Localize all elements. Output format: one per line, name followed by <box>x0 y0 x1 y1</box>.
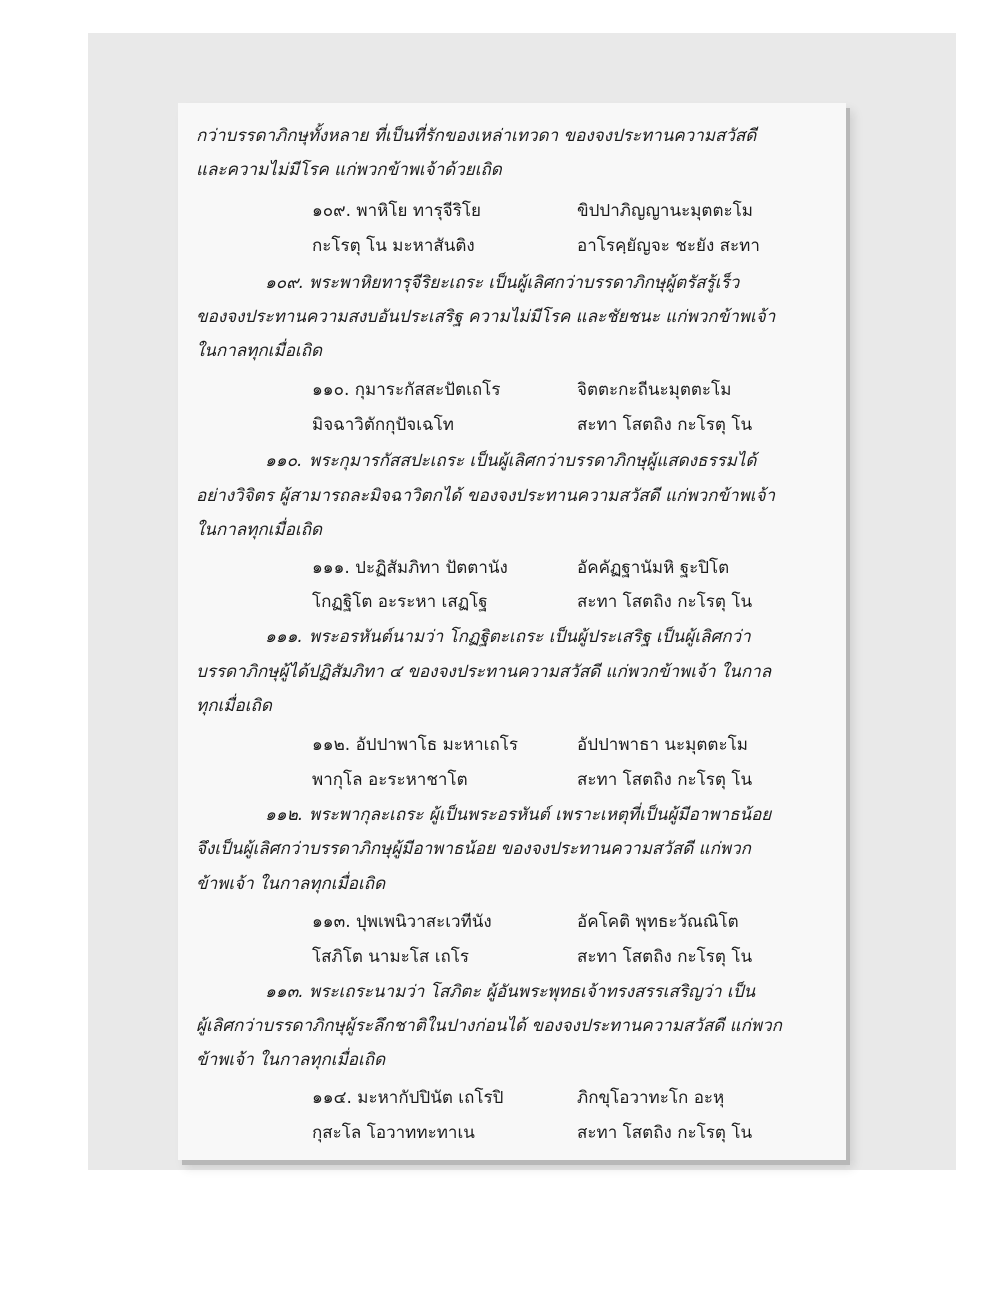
paragraph-number: ๑๑๑. <box>265 627 303 647</box>
verse-line: ๑๑๓. ปุพเพนิวาสะเวทีนัง <box>312 912 492 932</box>
paragraph-line: พระเถระนามว่า โสภิตะ ผู้อันพระพุทธเจ้าทรงสรรเสริญว่า เป็น <box>309 982 756 1002</box>
paragraph-line: ของจงประทานความสงบอันประเสริฐ ความไม่มีโรค และชัยชนะ แก่พวกข้าพเจ้า <box>196 307 776 327</box>
verse-line: สะทา โสตถิง กะโรตุ โน <box>577 770 753 790</box>
verse-line: จิตตะกะถีนะมุตตะโม <box>577 380 732 400</box>
paragraph-number: ๑๑๒. <box>265 805 304 825</box>
verse-line: ๑๑๒. อัปปาพาโธ มะหาเถโร <box>312 735 519 755</box>
verse-line: สะทา โสตถิง กะโรตุ โน <box>577 415 753 435</box>
paragraph-line: ในกาลทุกเมื่อเถิด <box>196 341 323 361</box>
verse-line: ๑๑๔. มะหากัปปินัต เถโรปิ <box>312 1088 504 1108</box>
paragraph-line: ข้าพเจ้า ในกาลทุกเมื่อเถิด <box>196 874 386 894</box>
paragraph-line: บรรดาภิกษุผู้ได้ปฏิสัมภิทา ๔ ของจงประทานความสวัสดี แก่พวกข้าพเจ้า ในกาล <box>196 662 772 682</box>
verse-line: กะโรตุ โน มะหาสันติง <box>312 236 475 256</box>
paragraph-line: และความไม่มีโรค แก่พวกข้าพเจ้าด้วยเถิด <box>196 160 502 180</box>
verse-line: สะทา โสตถิง กะโรตุ โน <box>577 947 753 967</box>
paragraph-number: ๑๑๐. <box>265 451 303 471</box>
paragraph-line: ข้าพเจ้า ในกาลทุกเมื่อเถิด <box>196 1050 386 1070</box>
paragraph-line: พระอรหันต์นามว่า โกฏฐิตะเถระ เป็นผู้ประเสริฐ เป็นผู้เลิศกว่า <box>309 627 751 647</box>
paragraph-number: ๑๐๙. <box>265 273 305 293</box>
verse-line: สะทา โสตถิง กะโรตุ โน <box>577 592 753 612</box>
verse-line: อัคคัฏฐานัมหิ ฐะปิโต <box>577 558 730 578</box>
verse-line: ขิปปาภิญญานะมุตตะโม <box>577 201 753 221</box>
verse-line: โกฏฐิโต อะระหา เสฏโฐ <box>312 592 488 612</box>
verse-line: กุสะโล โอวาททะทาเน <box>312 1123 475 1143</box>
paragraph-number: ๑๑๓. <box>265 982 304 1002</box>
paragraph-line: พระกุมารกัสสปะเถระ เป็นผู้เลิศกว่าบรรดาภิกษุผู้แสดงธรรมได้ <box>309 451 757 471</box>
verse-line: ภิกขุโอวาทะโก อะหุ <box>577 1088 725 1108</box>
verse-line: ๑๑๑. ปะฏิสัมภิทา ปัตตานัง <box>312 558 508 578</box>
verse-line: มิจฉาวิตักกุปัจเฉโท <box>312 415 454 435</box>
paragraph-line: ทุกเมื่อเถิด <box>196 696 272 716</box>
paragraph-line: ผู้เลิศกว่าบรรดาภิกษุผู้ระลึกชาติในปางก่อนได้ ของจงประทานความสวัสดี แก่พวก <box>196 1016 782 1036</box>
paragraph-line: กว่าบรรดาภิกษุทั้งหลาย ที่เป็นที่รักของเหล่าเทวดา ของจงประทานความสวัสดี <box>196 126 757 146</box>
verse-line: อัปปาพาธา นะมุตตะโม <box>577 735 748 755</box>
paragraph-line: ในกาลทุกเมื่อเถิด <box>196 520 323 540</box>
verse-line: พากุโล อะระหาชาโต <box>312 770 468 790</box>
verse-line: โสภิโต นามะโส เถโร <box>312 947 470 967</box>
paragraph-line: พระพาหิยทารุจีริยะเถระ เป็นผู้เลิศกว่าบรรดาภิกษุผู้ตรัสรู้เร็ว <box>309 273 740 293</box>
paragraph-line: พระพากุละเถระ ผู้เป็นพระอรหันต์ เพราะเหตุที่เป็นผู้มีอาพาธน้อย <box>309 805 772 825</box>
verse-line: ๑๑๐. กุมาระกัสสะปัตเถโร <box>312 380 501 400</box>
verse-line: อัคโคติ พุทธะวัณณิโต <box>577 912 739 932</box>
paragraph-line: อย่างวิจิตร ผู้สามารถละมิจฉาวิตกได้ ของจงประทานความสวัสดี แก่พวกข้าพเจ้า <box>196 486 776 506</box>
paragraph-line: จึงเป็นผู้เลิศกว่าบรรดาภิกษุผู้มีอาพาธน้อย ของจงประทานความสวัสดี แก่พวก <box>196 839 751 859</box>
verse-line: สะทา โสตถิง กะโรตุ โน <box>577 1123 753 1143</box>
verse-line: ๑๐๙. พาหิโย ทารุจีริโย <box>312 201 481 221</box>
verse-line: อาโรคฺยัญจะ ชะยัง สะทา <box>577 236 760 256</box>
